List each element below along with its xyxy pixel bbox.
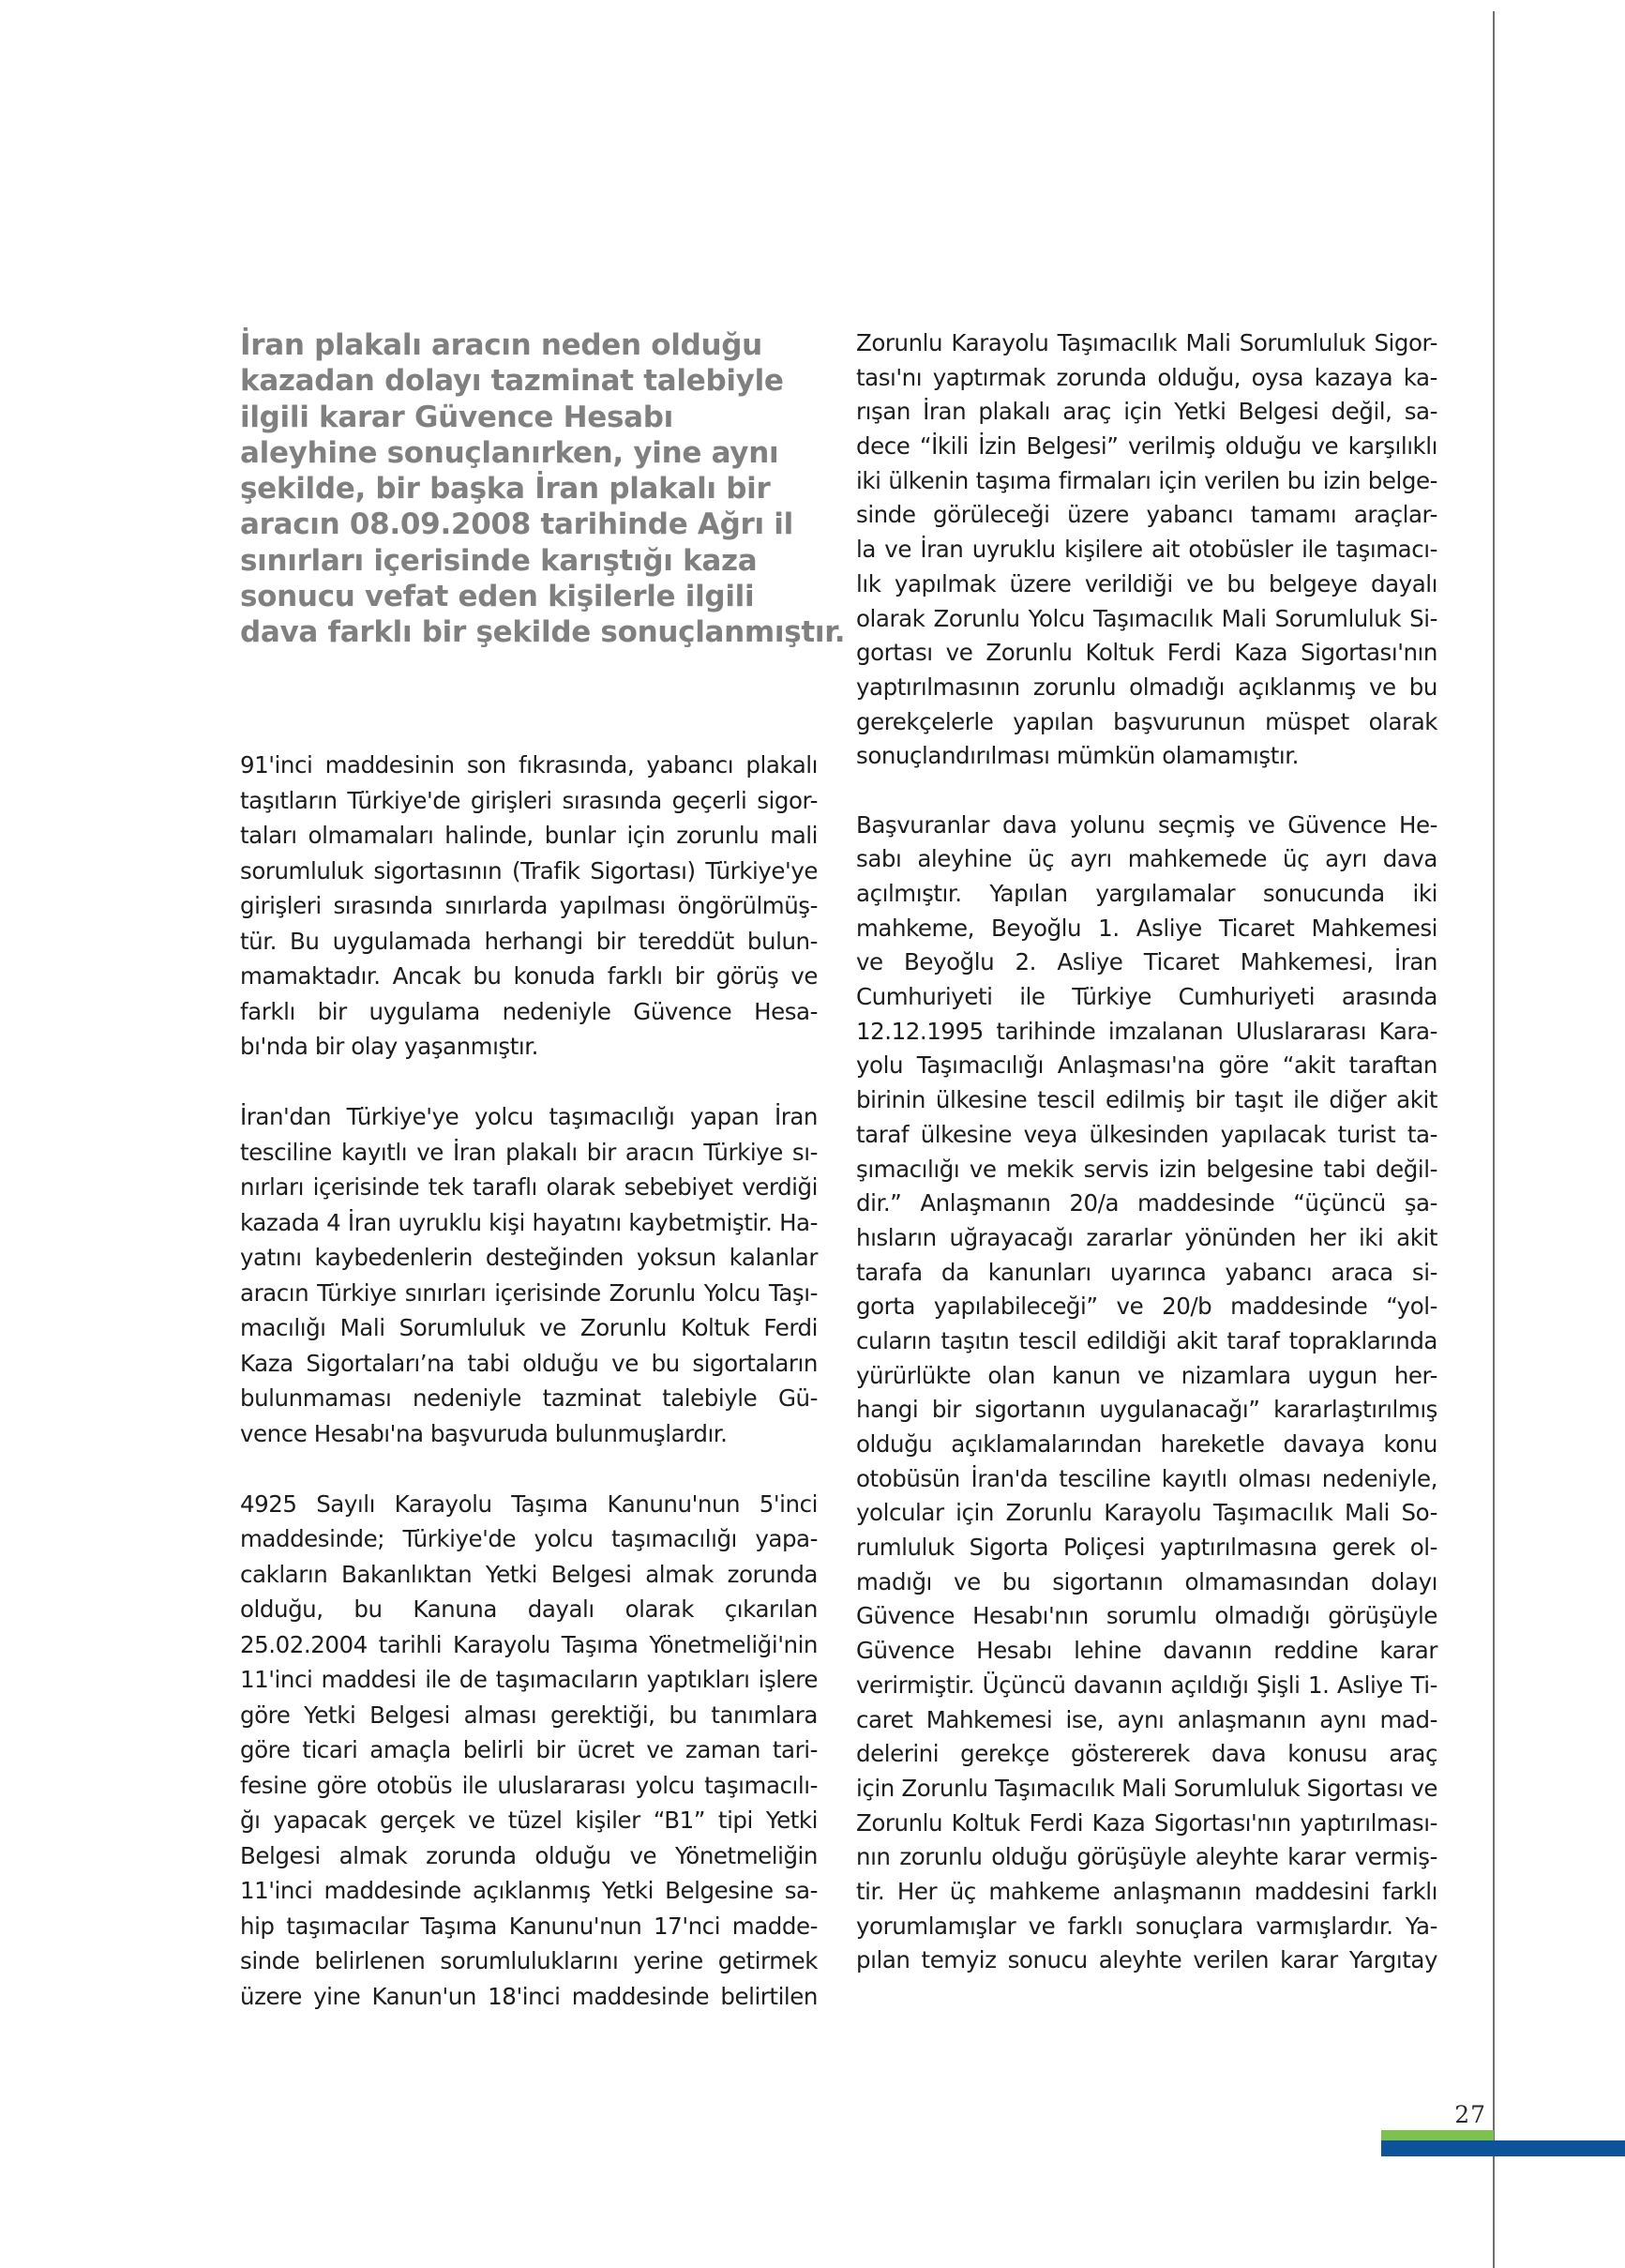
text-line: için Zorunlu Taşımacılık Mali Sorumluluk Sigortası ve xyxy=(856,1774,1437,1802)
pull-quote-line: ilgili karar Güvence Hesabı xyxy=(240,400,674,434)
text-line: Kaza Sigortaları’na tabi olduğu ve bu sigortaların xyxy=(240,1349,818,1377)
text-line: açılmıştır. Yapılan yargılamalar sonucunda iki xyxy=(856,880,1437,907)
text-line: rışan İran plakalı araç için Yetki Belgesi değil, sa- xyxy=(856,398,1437,426)
text-line: yorumlamışlar ve farklı sonuçlara varmışlardır. Ya- xyxy=(856,1912,1437,1940)
text-line: taraf ülkesine veya ülkesinden yapılacak turist ta- xyxy=(856,1120,1437,1148)
text-line: mamaktadır. Ancak bu konuda farklı bir görüş ve xyxy=(240,962,818,990)
text-line: rumluluk Sigorta Poliçesi yaptırılmasına gerek ol- xyxy=(856,1534,1437,1562)
paragraph-gap xyxy=(240,1451,818,1487)
text-line: tür. Bu uygulamada herhangi bir tereddüt bulun- xyxy=(240,927,818,955)
text-line: şımacılığı ve mekik servis izin belgesine tabi değil- xyxy=(856,1155,1437,1183)
text-line: dir.” Anlaşmanın 20/a maddesinde “üçüncü şa- xyxy=(856,1189,1437,1217)
text-line: üzere yine Kanun'un 18'inci maddesinde belirtilen xyxy=(240,1982,818,2010)
paragraph-gap xyxy=(240,1065,818,1100)
text-line: taları olmamaları halinde, bunlar için zorunlu mali xyxy=(240,822,818,849)
text-line: Cumhuriyeti ile Türkiye Cumhuriyeti arasında xyxy=(856,983,1437,1011)
text-line: yatını kaybedenlerin desteğinden yoksun kalanlar xyxy=(240,1244,818,1271)
pull-quote-line: sonucu vefat eden kişilerle ilgili xyxy=(240,580,755,614)
body-paragraph xyxy=(240,748,818,1065)
text-line: Zorunlu Karayolu Taşımacılık Mali Sorumluluk Sigor- xyxy=(856,329,1437,356)
text-line: Zorunlu Koltuk Ferdi Kaza Sigortası'nın yaptırılması- xyxy=(856,1808,1437,1837)
pull-quote-line: aracın 08.09.2008 tarihinde Ağrı il xyxy=(240,507,793,542)
text-line: caret Mahkemesi ise, aynı anlaşmanın aynı mad- xyxy=(856,1705,1437,1733)
paragraph-gap xyxy=(856,774,1437,809)
text-line: yaptırılmasının zorunlu olmadığı açıklanmış ve bu xyxy=(856,673,1437,701)
footer-accent-bar-blue xyxy=(1381,2140,1625,2156)
text-line: hip taşımacılar Taşıma Kanunu'nun 17'nci madde- xyxy=(240,1912,818,1940)
text-line: nırları içerisinde tek taraflı olarak sebebiyet verdiği xyxy=(240,1173,818,1201)
pull-quote-line: aleyhine sonuçlanırken, yine aynı xyxy=(240,435,779,470)
text-line: İran'dan Türkiye'ye yolcu taşımacılığı yapan İran xyxy=(240,1103,818,1130)
pull-quote-line: sınırları içerisinde karıştığı kaza xyxy=(240,543,758,578)
text-line: bı'nda bir olay yaşanmıştır. xyxy=(240,1033,538,1060)
text-line: ğı yapacak gerçek ve tüzel kişiler “B1” tipi Yetki xyxy=(240,1807,818,1834)
text-line: Başvuranlar dava yolunu seçmiş ve Güvence He- xyxy=(856,810,1437,839)
text-line: 11'inci maddesinde açıklanmış Yetki Belgesine sa- xyxy=(240,1877,818,1904)
text-line: ve Beyoğlu 2. Asliye Ticaret Mahkemesi, İran xyxy=(856,948,1437,976)
body-paragraph xyxy=(856,809,1437,1978)
text-line: hısların uğrayacağı zararlar yönünden her iki akit xyxy=(856,1223,1437,1251)
text-line: 25.02.2004 tarihli Karayolu Taşıma Yönetmeliği'nin xyxy=(240,1630,818,1658)
text-line: sorumluluk sigortasının (Trafik Sigortası) Türkiye'ye xyxy=(240,856,818,885)
text-line: 4925 Sayılı Karayolu Taşıma Kanunu'nun 5'inci xyxy=(240,1489,818,1518)
text-line: olduğu açıklamalarından hareketle davaya konu xyxy=(856,1430,1437,1458)
right-text-column xyxy=(856,326,1437,1978)
text-line: vence Hesabı'na başvuruda bulunmuşlardır. xyxy=(240,1419,728,1447)
text-line: Güvence Hesabı'nın sorumlu olmadığı görüşüyle xyxy=(856,1602,1437,1630)
pull-quote-line: dava farklı bir şekilde sonuçlanmıştır. xyxy=(240,615,846,650)
text-line: delerini gerekçe göstererek dava konusu araç xyxy=(856,1740,1437,1768)
text-line: tir. Her üç mahkeme anlaşmanın maddesini farklı xyxy=(856,1877,1437,1905)
text-line: birinin ülkesine tescil edilmiş bir taşıt ile diğer akit xyxy=(856,1086,1437,1114)
text-line: göre Yetki Belgesi alması gerektiği, bu tanımlara xyxy=(240,1701,818,1729)
text-line: 12.12.1995 tarihinde imzalanan Uluslararası Kara- xyxy=(856,1017,1437,1045)
text-line: aracın Türkiye sınırları içerisinde Zorunlu Yolcu Taşı- xyxy=(240,1278,818,1307)
pull-quote xyxy=(240,327,846,651)
text-line: verirmiştir. Üçüncü davanın açıldığı Şişli 1. Asliye Ti- xyxy=(856,1671,1437,1699)
pull-quote-line: İran plakalı aracın neden olduğu xyxy=(240,328,762,362)
text-line: pılan temyiz sonucu aleyhte verilen karar Yargıtay xyxy=(856,1946,1437,1974)
text-line: tarafa da kanunları uyarınca yabancı araca si- xyxy=(856,1258,1437,1286)
text-line: tası'nı yaptırmak zorunda olduğu, oysa kazaya ka- xyxy=(856,363,1437,391)
text-line: yürürlükte olan kanun ve nizamlara uygun her- xyxy=(856,1361,1437,1389)
text-line: hangi bir sigortanın uygulanacağı” kararlaştırılmış xyxy=(856,1396,1437,1424)
body-paragraph xyxy=(240,1487,818,2015)
text-line: yolu Taşımacılığı Anlaşması'na göre “akit taraftan xyxy=(856,1051,1437,1080)
text-line: dece “İkili İzin Belgesi” verilmiş olduğu ve karşılıklı xyxy=(856,432,1437,461)
text-line: taşıtların Türkiye'de girişleri sırasında geçerli sigor- xyxy=(240,786,818,814)
pull-quote-line: kazadan dolayı tazminat talebiyle xyxy=(240,364,784,399)
pull-quote-line: şekilde, bir başka İran plakalı bir xyxy=(240,472,771,507)
text-line: 11'inci maddesi ile de taşımacıların yaptıkları işlere xyxy=(240,1666,818,1693)
footer-accent-bar-green xyxy=(1381,2130,1494,2140)
page-number: 27 xyxy=(1454,2101,1486,2128)
text-line: olduğu, bu Kanuna dayalı olarak çıkarılan xyxy=(240,1595,818,1623)
text-line: gorta yapılabileceği” ve 20/b maddesinde “yol- xyxy=(856,1293,1437,1321)
text-line: la ve İran uyruklu kişilere ait otobüsler ile taşımacı- xyxy=(856,536,1437,564)
text-line: kazada 4 İran uyruklu kişi hayatını kaybetmiştir. Ha- xyxy=(240,1208,818,1236)
body-paragraph xyxy=(240,1099,818,1451)
text-line: fesine göre otobüs ile uluslararası yolcu taşımacılı- xyxy=(240,1771,818,1799)
text-line: bulunmaması nedeniyle tazminat talebiyle Gü- xyxy=(240,1384,818,1412)
left-text-column xyxy=(240,748,818,2014)
text-line: Belgesi almak zorunda olduğu ve Yönetmeliğin xyxy=(240,1841,818,1869)
text-line: lık yapılmak üzere verildiği ve bu belgeye dayalı xyxy=(856,569,1437,597)
text-line: cakların Bakanlıktan Yetki Belgesi almak zorunda xyxy=(240,1560,818,1588)
text-line: tesciline kayıtlı ve İran plakalı bir aracın Türkiye sı- xyxy=(240,1138,818,1166)
text-line: göre ticari amaçla belirli bir ücret ve zaman tari- xyxy=(240,1736,818,1763)
text-line: 91'inci maddesinin son fıkrasında, yabancı plakalı xyxy=(240,751,818,779)
text-line: gortası ve Zorunlu Koltuk Ferdi Kaza Sigortası'nın xyxy=(856,639,1437,667)
text-line: olarak Zorunlu Yolcu Taşımacılık Mali Sorumluluk Si- xyxy=(856,604,1437,632)
body-paragraph xyxy=(856,326,1437,774)
text-line: mahkeme, Beyoğlu 1. Asliye Ticaret Mahkemesi xyxy=(856,914,1437,942)
text-line: sabı aleyhine üç ayrı mahkemede üç ayrı dava xyxy=(856,845,1437,873)
text-line: Güvence Hesabı lehine davanın reddine karar xyxy=(856,1637,1437,1665)
text-line: iki ülkenin taşıma firmaları için verilen bu izin belge- xyxy=(856,466,1437,494)
text-line: girişleri sırasında sınırlarda yapılması öngörülmüş- xyxy=(240,892,818,919)
text-line: gerekçelerle yapılan başvurunun müspet olarak xyxy=(856,707,1437,735)
vertical-margin-rule xyxy=(1493,11,1495,2268)
text-line: sonuçlandırılması mümkün olamamıştır. xyxy=(856,742,1299,770)
text-line: madığı ve bu sigortanın olmamasından dolayı xyxy=(856,1567,1437,1595)
text-line: macılığı Mali Sorumluluk ve Zorunlu Koltuk Ferdi xyxy=(240,1314,818,1341)
text-line: yolcular için Zorunlu Karayolu Taşımacılık Mali So- xyxy=(856,1499,1437,1527)
text-line: farklı bir uygulama nedeniyle Güvence Hesa- xyxy=(240,997,818,1025)
text-line: sinde görüleceği üzere yabancı tamamı araçlar- xyxy=(856,501,1437,529)
text-line: sinde belirlenen sorumluluklarını yerine getirmek xyxy=(240,1947,818,1974)
text-line: nın zorunlu olduğu görüşüyle aleyhte karar vermiş- xyxy=(856,1843,1437,1871)
text-line: otobüsün İran'da tesciline kayıtlı olması nedeniyle, xyxy=(856,1464,1437,1492)
text-line: cuların taşıtın tescil edildiği akit taraf topraklarında xyxy=(856,1326,1437,1354)
text-line: maddesinde; Türkiye'de yolcu taşımacılığı yapa- xyxy=(240,1525,818,1552)
